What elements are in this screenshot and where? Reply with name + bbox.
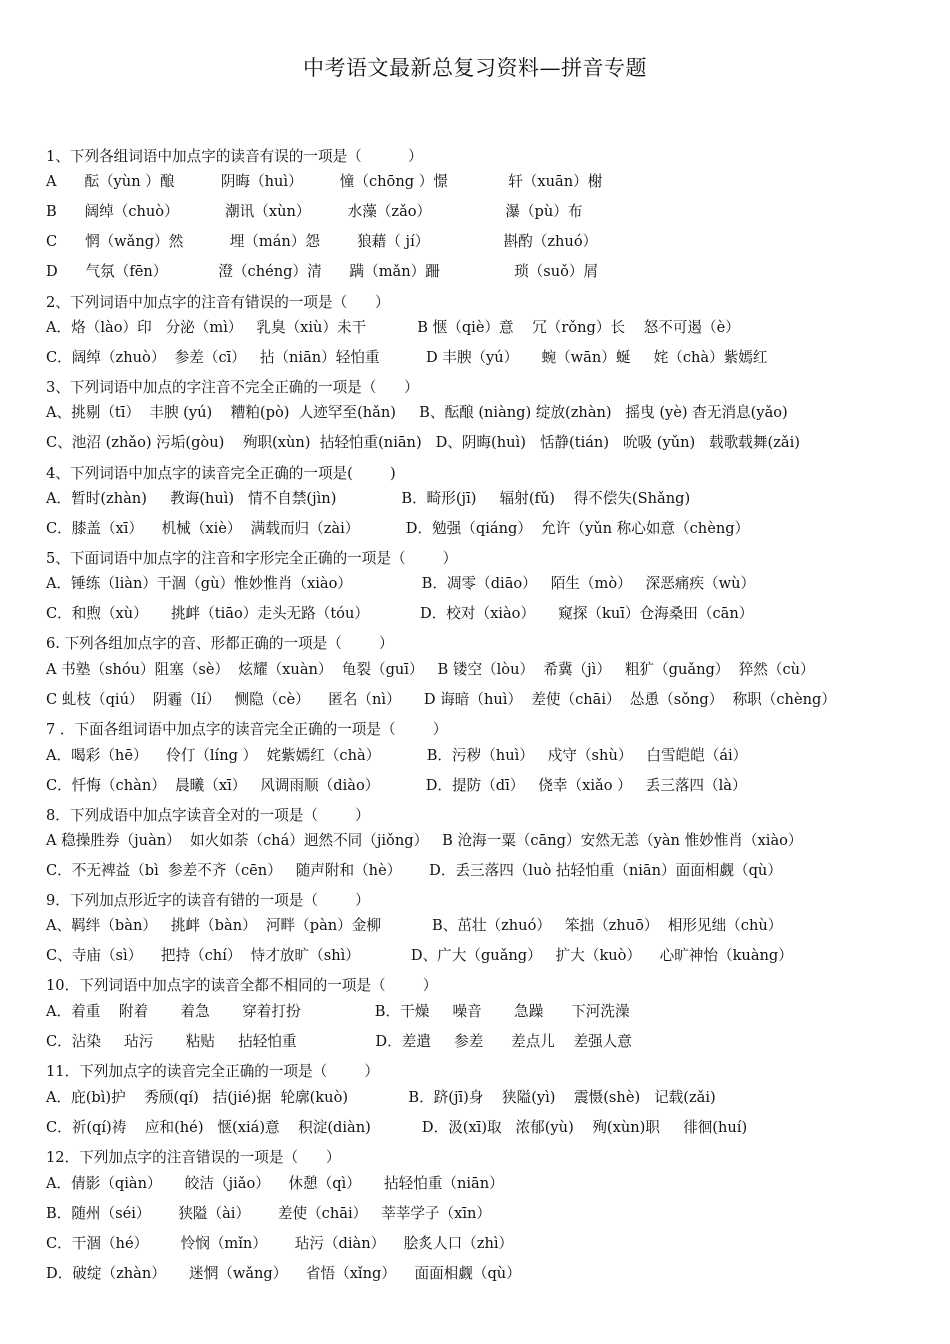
answer-option-row: C．阔绰（zhuò） 参差（cī） 拈（niān）轻怕重 D 丰腴（yú） 蜿（wān）蜒 姹（chà）紫嫣红 bbox=[46, 349, 768, 366]
answer-option-row: A 书塾（shóu）阻塞（sè） 炫耀（xuàn） 龟裂（guī） B 镂空（lòu） 希冀（jì） 粗犷（guǎng） 猝然（cù） bbox=[46, 661, 815, 678]
question-stem: 12．下列加点字的注音错误的一项是（ ） bbox=[46, 1149, 341, 1166]
answer-option-row: C、寺庙（sì） 把持（chí） 恃才放旷（shì） D、广大（guǎng） 扩大（kuò） 心旷神怡（kuàng） bbox=[46, 947, 793, 964]
answer-option-row: A、羁绊（bàn） 挑衅（bàn） 河畔（pàn）金柳 B、茁壮（zhuó） 笨拙（zhuō） 相形见绌（chù） bbox=[46, 917, 783, 934]
answer-option-row: C．干涸（hé） 怜悯（mǐn） 玷污（diàn） 脍炙人口（zhì） bbox=[46, 1235, 514, 1252]
answer-option-row: C．和煦（xù） 挑衅（tiāo）走头无路（tóu） D．校对（xiào） 窥探（kuī）仓海桑田（cān） bbox=[46, 605, 754, 622]
question-stem: 11．下列加点字的读音完全正确的一项是（ ） bbox=[46, 1063, 379, 1080]
question-stem: 4、下列词语中加点字的读音完全正确的一项是( ) bbox=[46, 465, 396, 482]
answer-option-row: A．着重 附着 着急 穿着打扮 B．干燥 噪音 急躁 下河洗澡 bbox=[46, 1003, 630, 1020]
page-title: 中考语文最新总复习资料—拼音专题 bbox=[303, 56, 647, 80]
answer-option-row: A．倩影（qiàn） 皎洁（jiǎo） 休憩（qì） 拈轻怕重（niān） bbox=[46, 1175, 504, 1192]
answer-option-row: D 气氛（fēn） 澄（chéng）清 蹒（mǎn）跚 琐（suǒ）屑 bbox=[46, 263, 599, 280]
question-stem: 2、下列词语中加点字的注音有错误的一项是（ ） bbox=[46, 294, 390, 311]
answer-option-row: A 酝（yùn ）酿 阴晦（huì） 憧（chōng ）憬 轩（xuān）榭 bbox=[46, 173, 603, 190]
answer-option-row: C．不无裨益（bì 参差不齐（cēn） 随声附和（hè） D．丢三落四（luò 拈轻怕重（niān）面面相觑（qù） bbox=[46, 862, 782, 879]
question-stem: 5、下面词语中加点字的注音和字形完全正确的一项是（ ） bbox=[46, 550, 458, 567]
question-stem: 9．下列加点形近字的读音有错的一项是（ ） bbox=[46, 892, 370, 909]
question-stem: 7 ．下面各组词语中加点字的读音完全正确的一项是（ ） bbox=[46, 721, 448, 738]
question-stem: 8．下列成语中加点字读音全对的一项是（ ） bbox=[46, 807, 370, 824]
answer-option-row: C 惘（wǎng）然 埋（mán）怨 狼藉（ jí） 斟酌（zhuó） bbox=[46, 233, 598, 250]
question-stem: 3、下列词语中加点的字注音不完全正确的一项是（ ） bbox=[46, 379, 419, 396]
question-stem: 6. 下列各组加点字的音、形都正确的一项是（ ） bbox=[46, 635, 394, 652]
answer-option-row: A．庇(bì)护 秀颀(qí) 拮(jié)据 轮廓(kuò) B．跻(jī)身 狭隘(yì) 震慑(shè) 记载(zǎi) bbox=[46, 1089, 716, 1106]
question-stem: 1、下列各组词语中加点字的读音有误的一项是（ ） bbox=[46, 148, 423, 165]
answer-option-row: C．膝盖（xī） 机械（xiè） 满载而归（zài） D．勉强（qiáng） 允许（yǔn 称心如意（chèng） bbox=[46, 520, 750, 537]
answer-option-row: A、挑剔（tī） 丰腴 (yú) 糟粕(pò) 人迹罕至(hǎn) B、酝酿 (niàng) 绽放(zhàn) 摇曳 (yè) 杳无消息(yǎo) bbox=[46, 404, 788, 421]
answer-option-row: D．破绽（zhàn） 迷惘（wǎng） 省悟（xǐng） 面面相觑（qù） bbox=[46, 1265, 521, 1282]
answer-option-row: A．烙（lào）印 分泌（mì） 乳臭（xiù）未干 B 惬（qiè）意 冗（rǒng）长 怒不可遏（è） bbox=[46, 319, 740, 336]
answer-option-row: C．沾染 玷污 粘贴 拈轻怕重 D．差遣 参差 差点儿 差强人意 bbox=[46, 1033, 632, 1050]
answer-option-row: A 稳操胜券（juàn） 如火如荼（chá）迥然不同（jiǒng） B 沧海一粟（cāng）安然无恙（yàn 惟妙惟肖（xiào） bbox=[46, 832, 803, 849]
answer-option-row: A．喝彩（hē） 伶仃（líng ） 姹紫嫣红（chà） B．污秽（huì） 戍守（shù） 白雪皑皑（ái） bbox=[46, 747, 748, 764]
answer-option-row: C 虬枝（qiú） 阴霾（lí） 恻隐（cè） 匿名（nì） D 诲暗（huì） 差使（chāi） 怂恿（sǒng） 称职（chèng） bbox=[46, 691, 836, 708]
answer-option-row: A．锤练（liàn）干涸（gù）惟妙惟肖（xiào） B．凋零（diāo） 陌生（mò） 深恶痛疾（wù） bbox=[46, 575, 756, 592]
question-stem: 10．下列词语中加点字的读音全都不相同的一项是（ ） bbox=[46, 977, 438, 994]
answer-option-row: C．忏悔（chàn） 晨曦（xī） 风调雨顺（diào） D．提防（dī） 侥幸（xiǎo ） 丢三落四（là） bbox=[46, 777, 747, 794]
answer-option-row: C．祈(qí)祷 应和(hé) 惬(xiá)意 积淀(diàn) D．汲(xī)取 浓郁(yù) 殉(xùn)职 徘徊(huí) bbox=[46, 1119, 748, 1136]
answer-option-row: A．暂时(zhàn) 教诲(huì) 情不自禁(jìn) B．畸形(jī) 辐射(fǔ) 得不偿失(Shǎng) bbox=[46, 490, 691, 507]
answer-option-row: B 阔绰（chuò） 潮讯（xùn） 水藻（zǎo） 瀑（pù）布 bbox=[46, 203, 583, 220]
answer-option-row: C、池沼 (zhǎo) 污垢(gòu) 殉职(xùn) 拈轻怕重(niān) D、阴晦(huì) 恬静(tián) 吮吸 (yǔn) 载歌载舞(zǎi) bbox=[46, 434, 800, 451]
answer-option-row: B．随州（séi） 狭隘（ài） 差使（chāi） 莘莘学子（xīn） bbox=[46, 1205, 491, 1222]
